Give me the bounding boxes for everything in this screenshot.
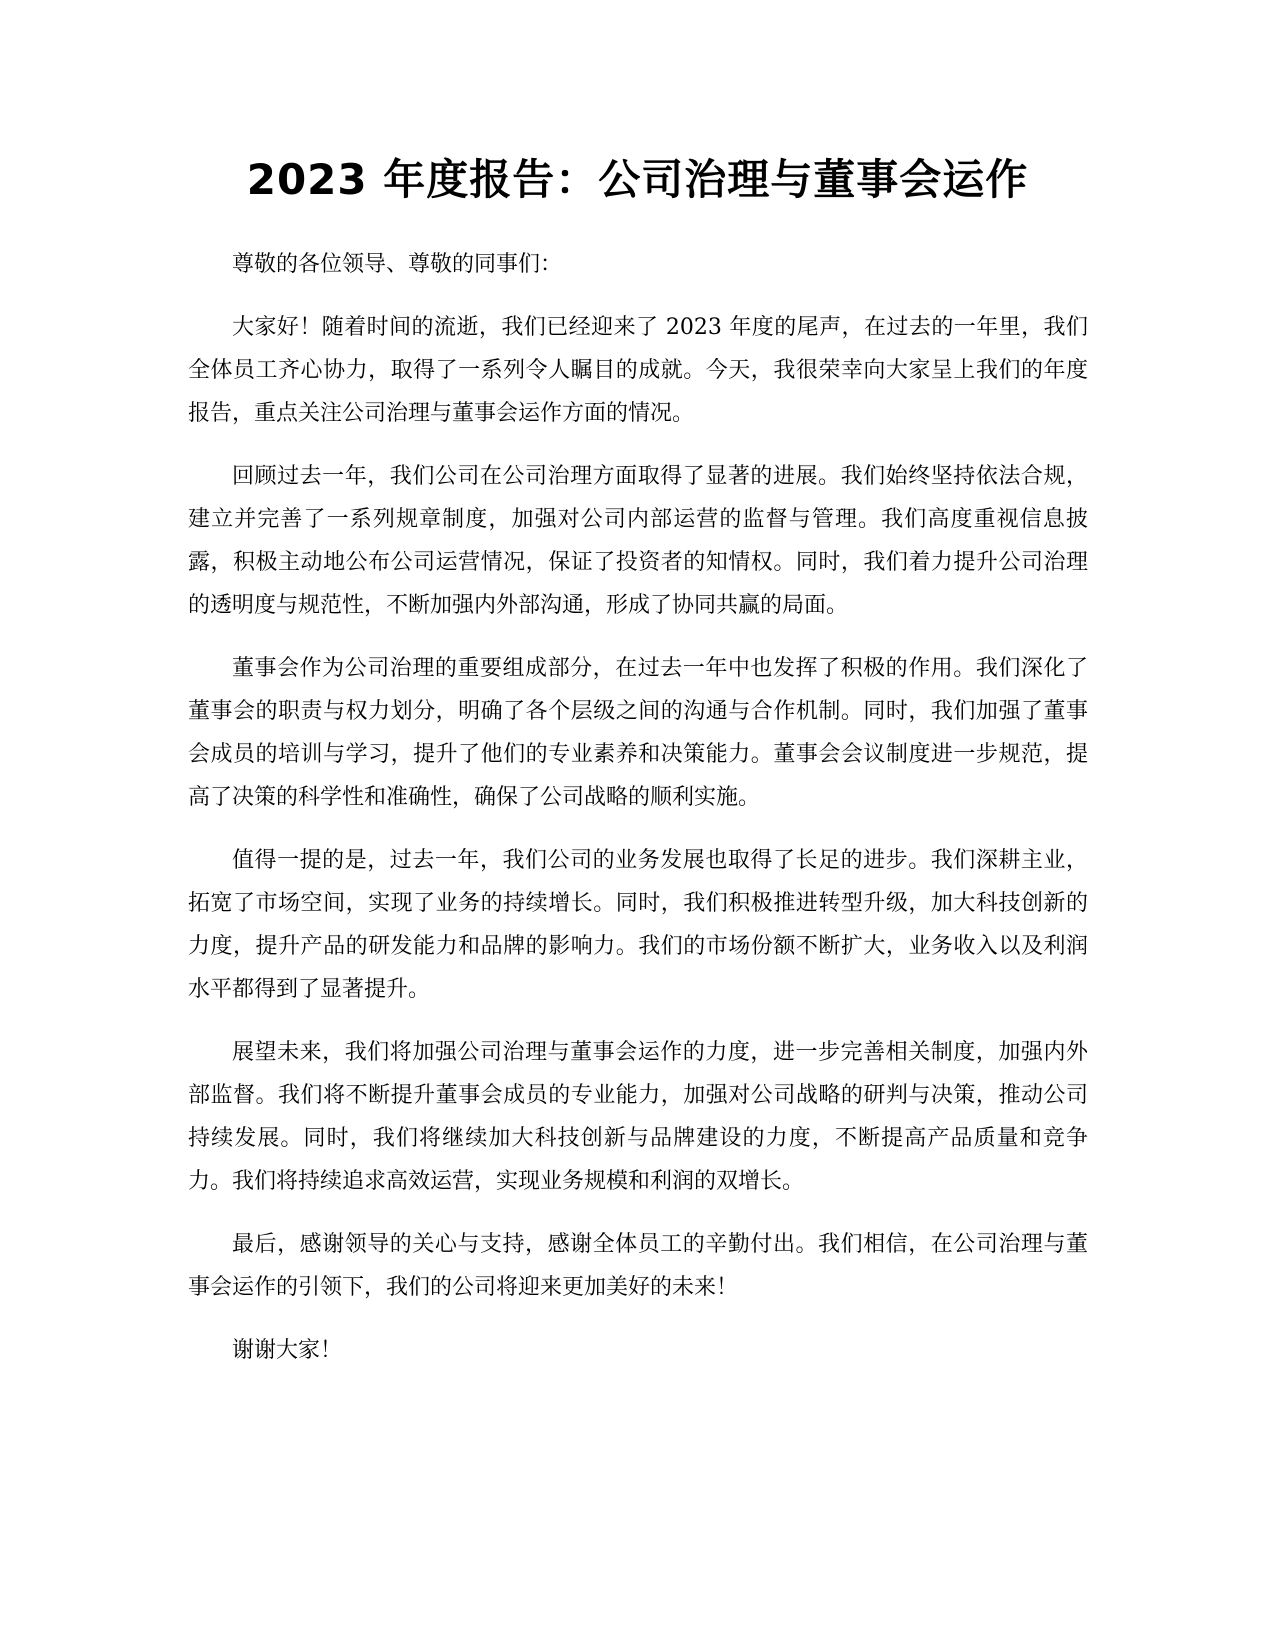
paragraph-board: 董事会作为公司治理的重要组成部分，在过去一年中也发挥了积极的作用。我们深化了董事会的职责与权力划分，明确了各个层级之间的沟通与合作机制。同时，我们加强了董事会成员的培训与学习，提升了他们的专业素养和决策能力。董事会会议制度进一步规范，提高了决策的科学性和准确性，确保了公司战略的顺利实施。 xyxy=(188,656,1088,810)
document-body xyxy=(188,243,1088,1392)
closing: 谢谢大家！ xyxy=(232,1338,343,1363)
salutation: 尊敬的各位领导、尊敬的同事们： xyxy=(232,252,563,277)
paragraph-thanks: 最后，感谢领导的关心与支持，感谢全体员工的辛勤付出。我们相信，在公司治理与董事会运作的引领下，我们的公司将迎来更加美好的未来！ xyxy=(188,1232,1088,1300)
paragraph-outlook: 展望未来，我们将加强公司治理与董事会运作的力度，进一步完善相关制度，加强内外部监督。我们将不断提升董事会成员的专业能力，加强对公司战略的研判与决策，推动公司持续发展。同时，我们将继续加大科技创新与品牌建设的力度，不断提高产品质量和竞争力。我们将持续追求高效运营，实现业务规模和利润的双增长。 xyxy=(188,1040,1088,1194)
paragraph-greeting: 大家好！随着时间的流逝，我们已经迎来了 2023 年度的尾声，在过去的一年里，我们全体员工齐心协力，取得了一系列令人瞩目的成就。今天，我很荣幸向大家呈上我们的年度报告，重点关注公司治理与董事会运作方面的情况。 xyxy=(188,315,1088,426)
paragraph-governance: 回顾过去一年，我们公司在公司治理方面取得了显著的进展。我们始终坚持依法合规，建立并完善了一系列规章制度，加强对公司内部运营的监督与管理。我们高度重视信息披露，积极主动地公布公司运营情况，保证了投资者的知情权。同时，我们着力提升公司治理的透明度与规范性，不断加强内外部沟通，形成了协同共赢的局面。 xyxy=(188,464,1088,618)
paragraph-business: 值得一提的是，过去一年，我们公司的业务发展也取得了长足的进步。我们深耕主业，拓宽了市场空间，实现了业务的持续增长。同时，我们积极推进转型升级，加大科技创新的力度，提升产品的研发能力和品牌的影响力。我们的市场份额不断扩大，业务收入以及利润水平都得到了显著提升。 xyxy=(188,848,1088,1002)
document-title: 2023 年度报告：公司治理与董事会运作 xyxy=(246,155,1029,204)
